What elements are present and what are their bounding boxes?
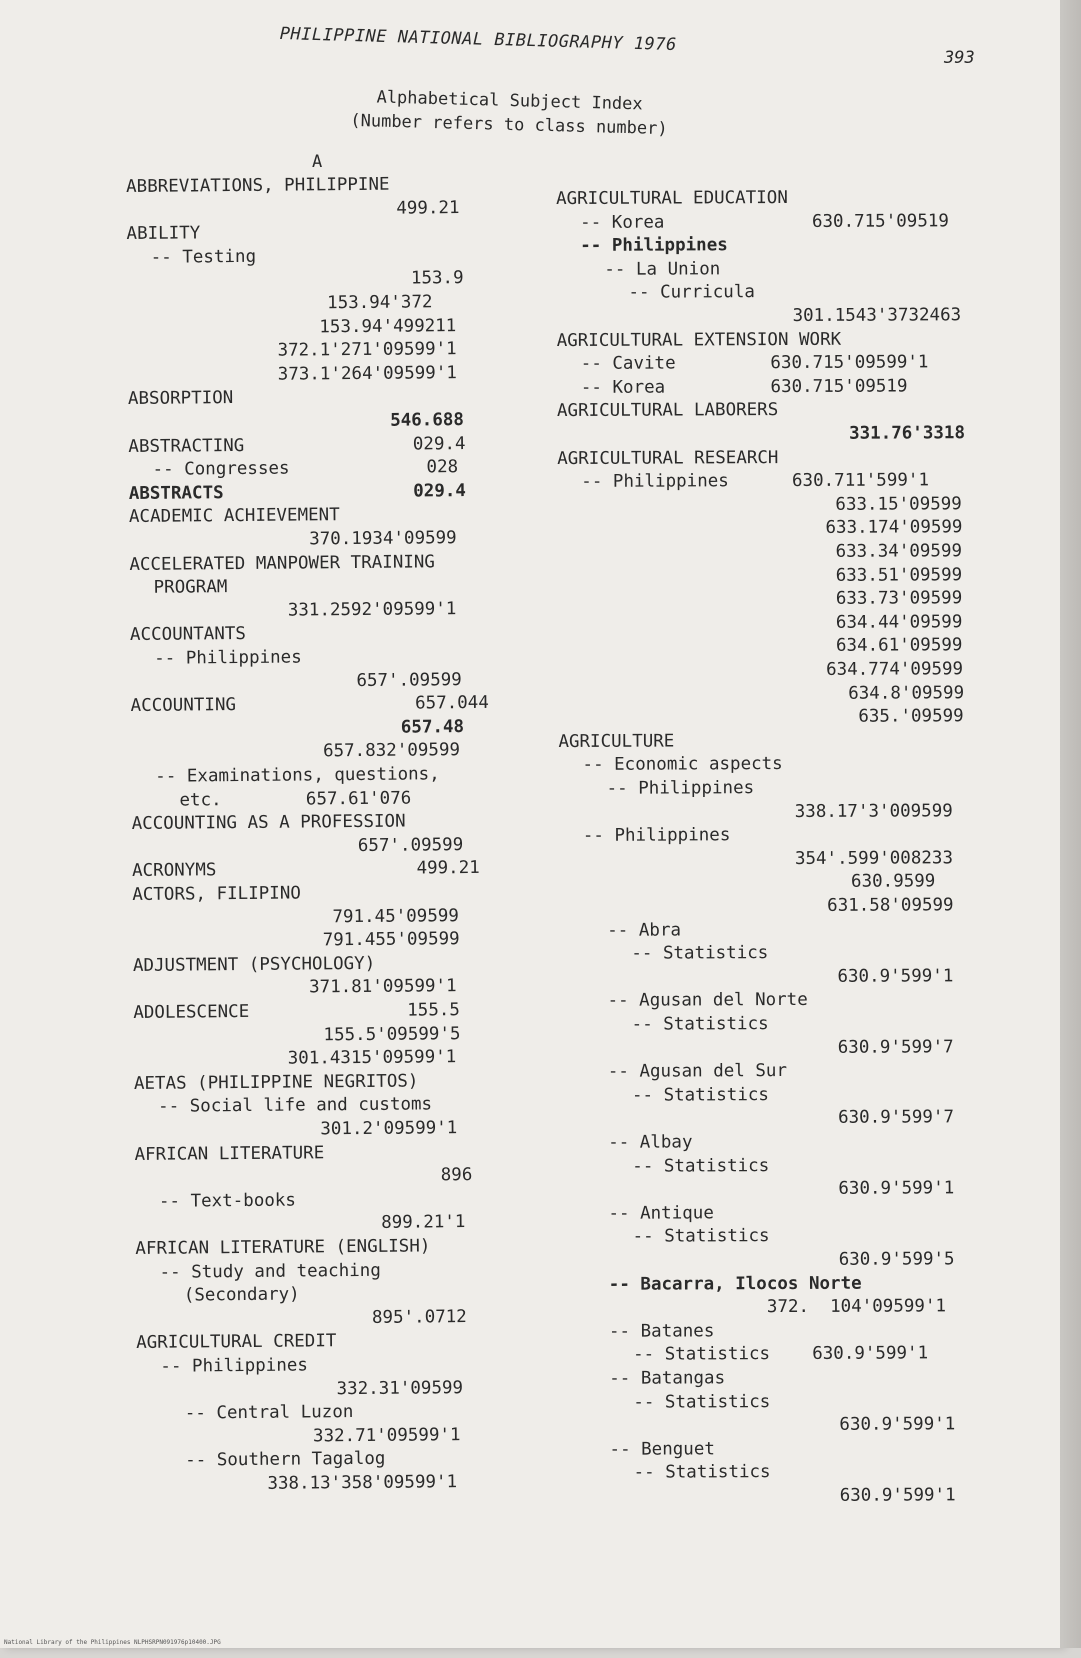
index-entry: AGRICULTURAL EXTENSION WORK bbox=[556, 329, 842, 351]
index-entry: 499.21 bbox=[396, 197, 460, 219]
heading-title: Alphabetical Subject Index bbox=[376, 87, 643, 115]
index-entry: ABBREVIATIONS, PHILIPPINE bbox=[126, 174, 390, 197]
index-entry: etc. 657.61'076 bbox=[179, 788, 412, 811]
index-entry: 301.1543'3732463 bbox=[792, 305, 962, 326]
index-entry: ABSTRACTING 029.4 bbox=[128, 433, 466, 457]
index-entry: -- Philippines bbox=[160, 1355, 308, 1377]
index-entry: -- Bacarra, Ilocos Norte bbox=[608, 1273, 862, 1295]
index-entry: ACTORS, FILIPINO bbox=[132, 883, 301, 905]
index-entry: 630.9'599'1 bbox=[839, 1485, 956, 1506]
index-entry: 372.1'271'09599'1 bbox=[277, 339, 457, 361]
index-entry: ADJUSTMENT (PSYCHOLOGY) bbox=[132, 953, 376, 976]
index-entry: 634.44'09599 bbox=[835, 612, 963, 633]
index-entry: -- Statistics bbox=[631, 1014, 769, 1035]
index-entry: AGRICULTURAL LABORERS bbox=[556, 400, 779, 422]
index-entry: -- Philippines 630.711'599'1 bbox=[581, 470, 930, 493]
index-entry: 633.174'09599 bbox=[825, 517, 963, 539]
index-entry: 370.1934'09599 bbox=[309, 528, 457, 550]
index-entry: 633.34'09599 bbox=[835, 541, 963, 562]
index-entry: ABSORPTION bbox=[127, 388, 234, 410]
index-entry: 155.5'09599'5 bbox=[323, 1023, 461, 1045]
index-entry: -- Korea 630.715'09519 bbox=[580, 376, 908, 398]
index-entry: 301.4315'09599'1 bbox=[287, 1047, 457, 1069]
index-entry: -- La Union bbox=[604, 259, 721, 280]
index-entry: 634.774'09599 bbox=[826, 659, 964, 680]
index-entry: AGRICULTURE bbox=[558, 731, 675, 752]
index-entry: -- Statistics bbox=[632, 1226, 770, 1248]
index-entry: 371.81'09599'1 bbox=[309, 976, 457, 998]
index-entry: -- Statistics 630.9'599'1 bbox=[633, 1343, 929, 1366]
index-entry: 153.9 bbox=[410, 268, 464, 289]
index-entry: 657.832'09599 bbox=[322, 740, 461, 762]
index-entry: 301.2'09599'1 bbox=[320, 1118, 458, 1140]
index-entry: 630.9'599'5 bbox=[838, 1249, 955, 1270]
page-number: 393 bbox=[944, 48, 975, 68]
index-entry: 630.9599 bbox=[850, 871, 936, 893]
index-entry: ACCOUNTING AS A PROFESSION bbox=[131, 811, 406, 835]
index-entry: 630.9'599'1 bbox=[837, 966, 954, 987]
index-entry: -- Southern Tagalog bbox=[185, 1449, 386, 1471]
index-entry: -- Philippines bbox=[582, 825, 731, 847]
index-entry: 332.71'09599'1 bbox=[312, 1424, 461, 1447]
index-entry: 630.9'599'1 bbox=[838, 1178, 955, 1199]
index-entry: AGRICULTURAL CREDIT bbox=[136, 1331, 337, 1354]
index-entry: 631.58'09599 bbox=[827, 895, 954, 916]
index-entry: 153.94'372 bbox=[327, 292, 433, 314]
index-entry: AFRICAN LITERATURE bbox=[134, 1142, 325, 1165]
index-entry: -- Agusan del Sur bbox=[607, 1061, 788, 1082]
index-entry: 896 bbox=[440, 1165, 473, 1186]
index-entry: 331.76'3318 bbox=[849, 423, 966, 444]
index-entry: 332.31'09599 bbox=[336, 1377, 464, 1399]
index-entry: 635.'09599 bbox=[858, 706, 964, 727]
index-entry: 791.45'09599 bbox=[332, 905, 459, 927]
index-entry: 633.73'09599 bbox=[835, 588, 963, 609]
index-entry: 338.17'3'009599 bbox=[794, 800, 953, 822]
index-entry: 630.9'599'7 bbox=[838, 1107, 955, 1129]
index-entry: 630.9'599'7 bbox=[837, 1036, 954, 1058]
index-entry: -- Albay bbox=[608, 1132, 693, 1153]
index-entry: ABILITY bbox=[126, 223, 201, 245]
index-entry: -- Benguet bbox=[609, 1439, 715, 1460]
index-entry: -- Batangas bbox=[609, 1368, 726, 1389]
page-edge bbox=[1060, 0, 1081, 1648]
index-entry: 338.13'358'09599'1 bbox=[267, 1472, 458, 1494]
index-entry: -- Text-books bbox=[158, 1190, 297, 1212]
index-entry: -- Economic aspects bbox=[582, 754, 783, 776]
index-entry: -- Central Luzon bbox=[184, 1402, 354, 1424]
index-entry: -- Curricula bbox=[628, 282, 755, 304]
index-entry: -- Philippines bbox=[580, 235, 728, 257]
index-entry: -- Statistics bbox=[631, 1084, 769, 1106]
index-heading bbox=[319, 84, 700, 142]
index-entry: -- Statistics bbox=[633, 1391, 771, 1413]
index-entry: AGRICULTURAL RESEARCH bbox=[557, 447, 779, 469]
index-entry: -- Testing bbox=[150, 246, 257, 268]
index-entry: AFRICAN LITERATURE (ENGLISH) bbox=[135, 1236, 431, 1259]
index-entry: -- Korea 630.715'09519 bbox=[580, 210, 949, 233]
index-entry: 373.1'264'09599'1 bbox=[277, 362, 457, 385]
index-entry: -- Philippines bbox=[606, 778, 755, 799]
index-entry: -- Philippines bbox=[154, 647, 302, 669]
index-entry: 657'.09599 bbox=[357, 834, 464, 856]
index-entry: -- Abra bbox=[607, 920, 682, 941]
index-entry: AGRICULTURAL EDUCATION bbox=[556, 187, 788, 209]
section-letter: A bbox=[312, 152, 323, 172]
index-entry: 657'.09599 bbox=[356, 669, 462, 691]
index-entry: -- Social life and customs bbox=[158, 1094, 433, 1118]
index-entry: 372. 104'09599'1 bbox=[766, 1296, 947, 1318]
heading-subtitle: (Number refers to class number) bbox=[350, 110, 668, 140]
index-entry: PROGRAM bbox=[153, 577, 228, 598]
index-entry: 657.48 bbox=[400, 716, 465, 738]
index-entry: -- Statistics bbox=[633, 1462, 771, 1484]
index-entry: 633.51'09599 bbox=[835, 564, 963, 586]
index-entry: 634.61'09599 bbox=[835, 635, 963, 657]
index-entry: 153.94'499211 bbox=[319, 315, 457, 337]
index-entry: -- Antique bbox=[608, 1203, 714, 1224]
index-entry: -- Batanes bbox=[608, 1321, 715, 1342]
index-entry: ACRONYMS 499.21 bbox=[131, 858, 480, 882]
index-entry: ACCOUNTING 657.044 bbox=[130, 693, 489, 717]
index-entry: -- Cavite 630.715'09599'1 bbox=[580, 352, 929, 375]
index-entry: ABSTRACTS 029.4 bbox=[128, 480, 467, 504]
index-entry: -- Statistics bbox=[632, 1155, 770, 1177]
index-entry: -- Study and teaching bbox=[159, 1260, 381, 1283]
index-entry: ADOLESCENCE 155.5 bbox=[133, 1000, 461, 1023]
scan-footer: National Library of the Philippines NLPHSRPN091976p10400.JPG bbox=[4, 1639, 221, 1646]
index-entry: -- Examinations, questions, bbox=[155, 764, 440, 787]
index-entry: 634.8'09599 bbox=[848, 682, 965, 704]
index-entry: 354'.599'008233 bbox=[794, 848, 954, 869]
index-entry: 895'.0712 bbox=[371, 1306, 467, 1328]
index-entry: -- Agusan del Norte bbox=[607, 990, 808, 1012]
index-entry: ACCELERATED MANPOWER TRAINING bbox=[129, 551, 436, 575]
index-entry: (Secondary) bbox=[183, 1284, 300, 1306]
index-entry: 899.21'1 bbox=[381, 1212, 466, 1234]
index-entry: -- Congresses 028 bbox=[152, 457, 459, 480]
index-entry: ACCOUNTANTS bbox=[129, 624, 246, 646]
index-entry: 331.2592'09599'1 bbox=[287, 598, 457, 621]
index-entry: AETAS (PHILIPPINE NEGRITOS) bbox=[133, 1071, 419, 1094]
index-entry: 630.9'599'1 bbox=[839, 1414, 956, 1435]
index-entry: 546.688 bbox=[390, 410, 464, 431]
running-head: PHILIPPINE NATIONAL BIBLIOGRAPHY 1976 bbox=[279, 24, 678, 56]
index-entry: ACADEMIC ACHIEVEMENT bbox=[128, 505, 340, 528]
index-entry: 791.455'09599 bbox=[322, 929, 460, 951]
right-index-column bbox=[556, 186, 1062, 1608]
index-entry: 633.15'09599 bbox=[835, 494, 962, 515]
index-entry: -- Statistics bbox=[631, 943, 769, 964]
